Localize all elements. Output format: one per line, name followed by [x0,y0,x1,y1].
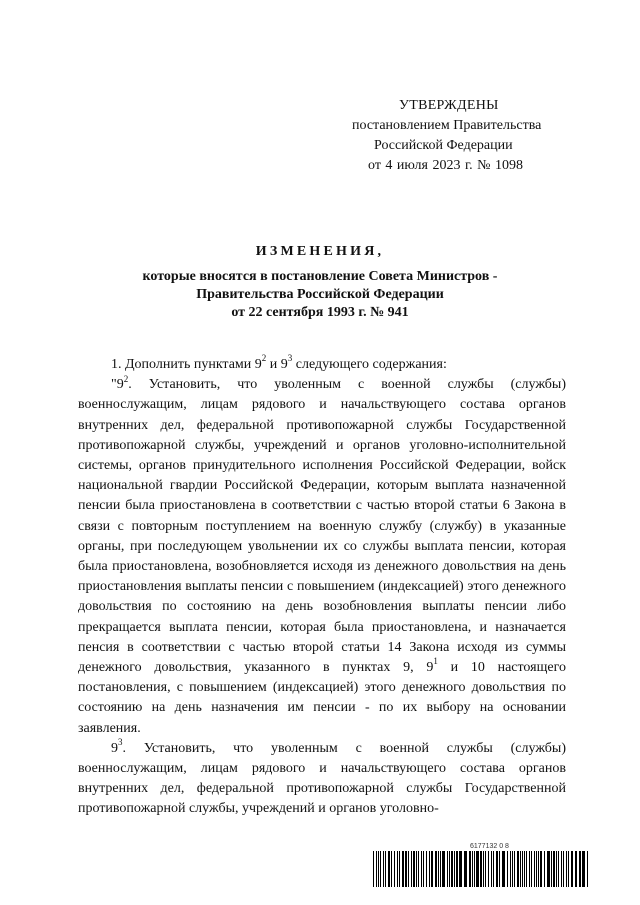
approval-heading: УТВЕРЖДЕНЫ [399,98,499,113]
subtitle-line-2: Правительства Российской Федерации [196,287,444,302]
p93-text: . Установить, что уволенным с военной службы (службы) военнослужащим, лицам рядового и начальствующего состава органов внутренних дел, федеральной противопожарной службы Государственной противопожарной службы, учреждений и органов уголовно- [78,740,566,817]
subtitle-line-3: от 22 сентября 1993 г. № 941 [231,305,409,320]
item1-suffix: следующего содержания: [292,357,447,372]
paragraph-9-3 [78,739,566,820]
p92-prefix: "9 [111,377,124,393]
p93-prefix: 9 [111,740,118,756]
superscript: 2 [123,373,129,384]
document-body [78,355,566,820]
superscript: 1 [433,656,438,667]
document-title: ИЗМЕНЕНИЯ, [255,244,385,259]
p92-text-a: . Установить, что уволенным с военной службы (службы) военнослужащим, лицам рядового и начальствующего состава органов внутренних дел, федеральной противопожарной службы Государственной противопожарной службы, учреждений и органов уголовно-исполнительной системы, органов принудительного исполнения Российской Федерации, войск национальной гвардии Российской Федерации, которым выплата назначенной пенсии была приостановлена в соответствии с частью второй статьи 6 Закона в связи с повторным поступлением на военную службу (службу) в указанные органы, при последующем увольнении их со службы выплата пенсии, которая была приостановлена, возобновляется исходя из денежного довольствия на день приостановления выплаты пенсии с повышением (индексацией) этого денежного довольствия по состоянию на день возобновления выплаты пенсии либо прекращается выплата пенсии, которая была приостановлена, и назначается пенсия в соответствии с частью второй статьи 14 Закона исходя из суммы денежного довольствия, указанного в пунктах 9, 9 [78,377,566,676]
approval-line-federation: Российской Федерации [374,138,513,153]
barcode-icon [373,851,591,887]
document-subtitle [0,268,640,322]
superscript: 3 [118,737,123,748]
approval-line-resolution: постановлением Правительства [352,118,542,133]
item1-mid: и 9 [266,357,288,372]
barcode-label: 6177132 0 8 [470,843,509,850]
subtitle-line-1: которые вносятся в постановление Совета Министров - [142,269,498,284]
item1-prefix: 1. Дополнить пунктами 9 [111,357,262,372]
superscript: 2 [261,353,267,364]
superscript: 3 [287,353,293,364]
approval-line-date: от 4 июля 2023 г. № 1098 [368,158,523,173]
p92-text-b: и 10 настоящего постановления, с повышением (индексацией) этого денежного довольствия по состоянию на день назначения им пенсии - по их выбору на основании заявления. [78,660,566,736]
paragraph-9-2 [78,375,566,739]
paragraph-item-1 [78,355,566,375]
